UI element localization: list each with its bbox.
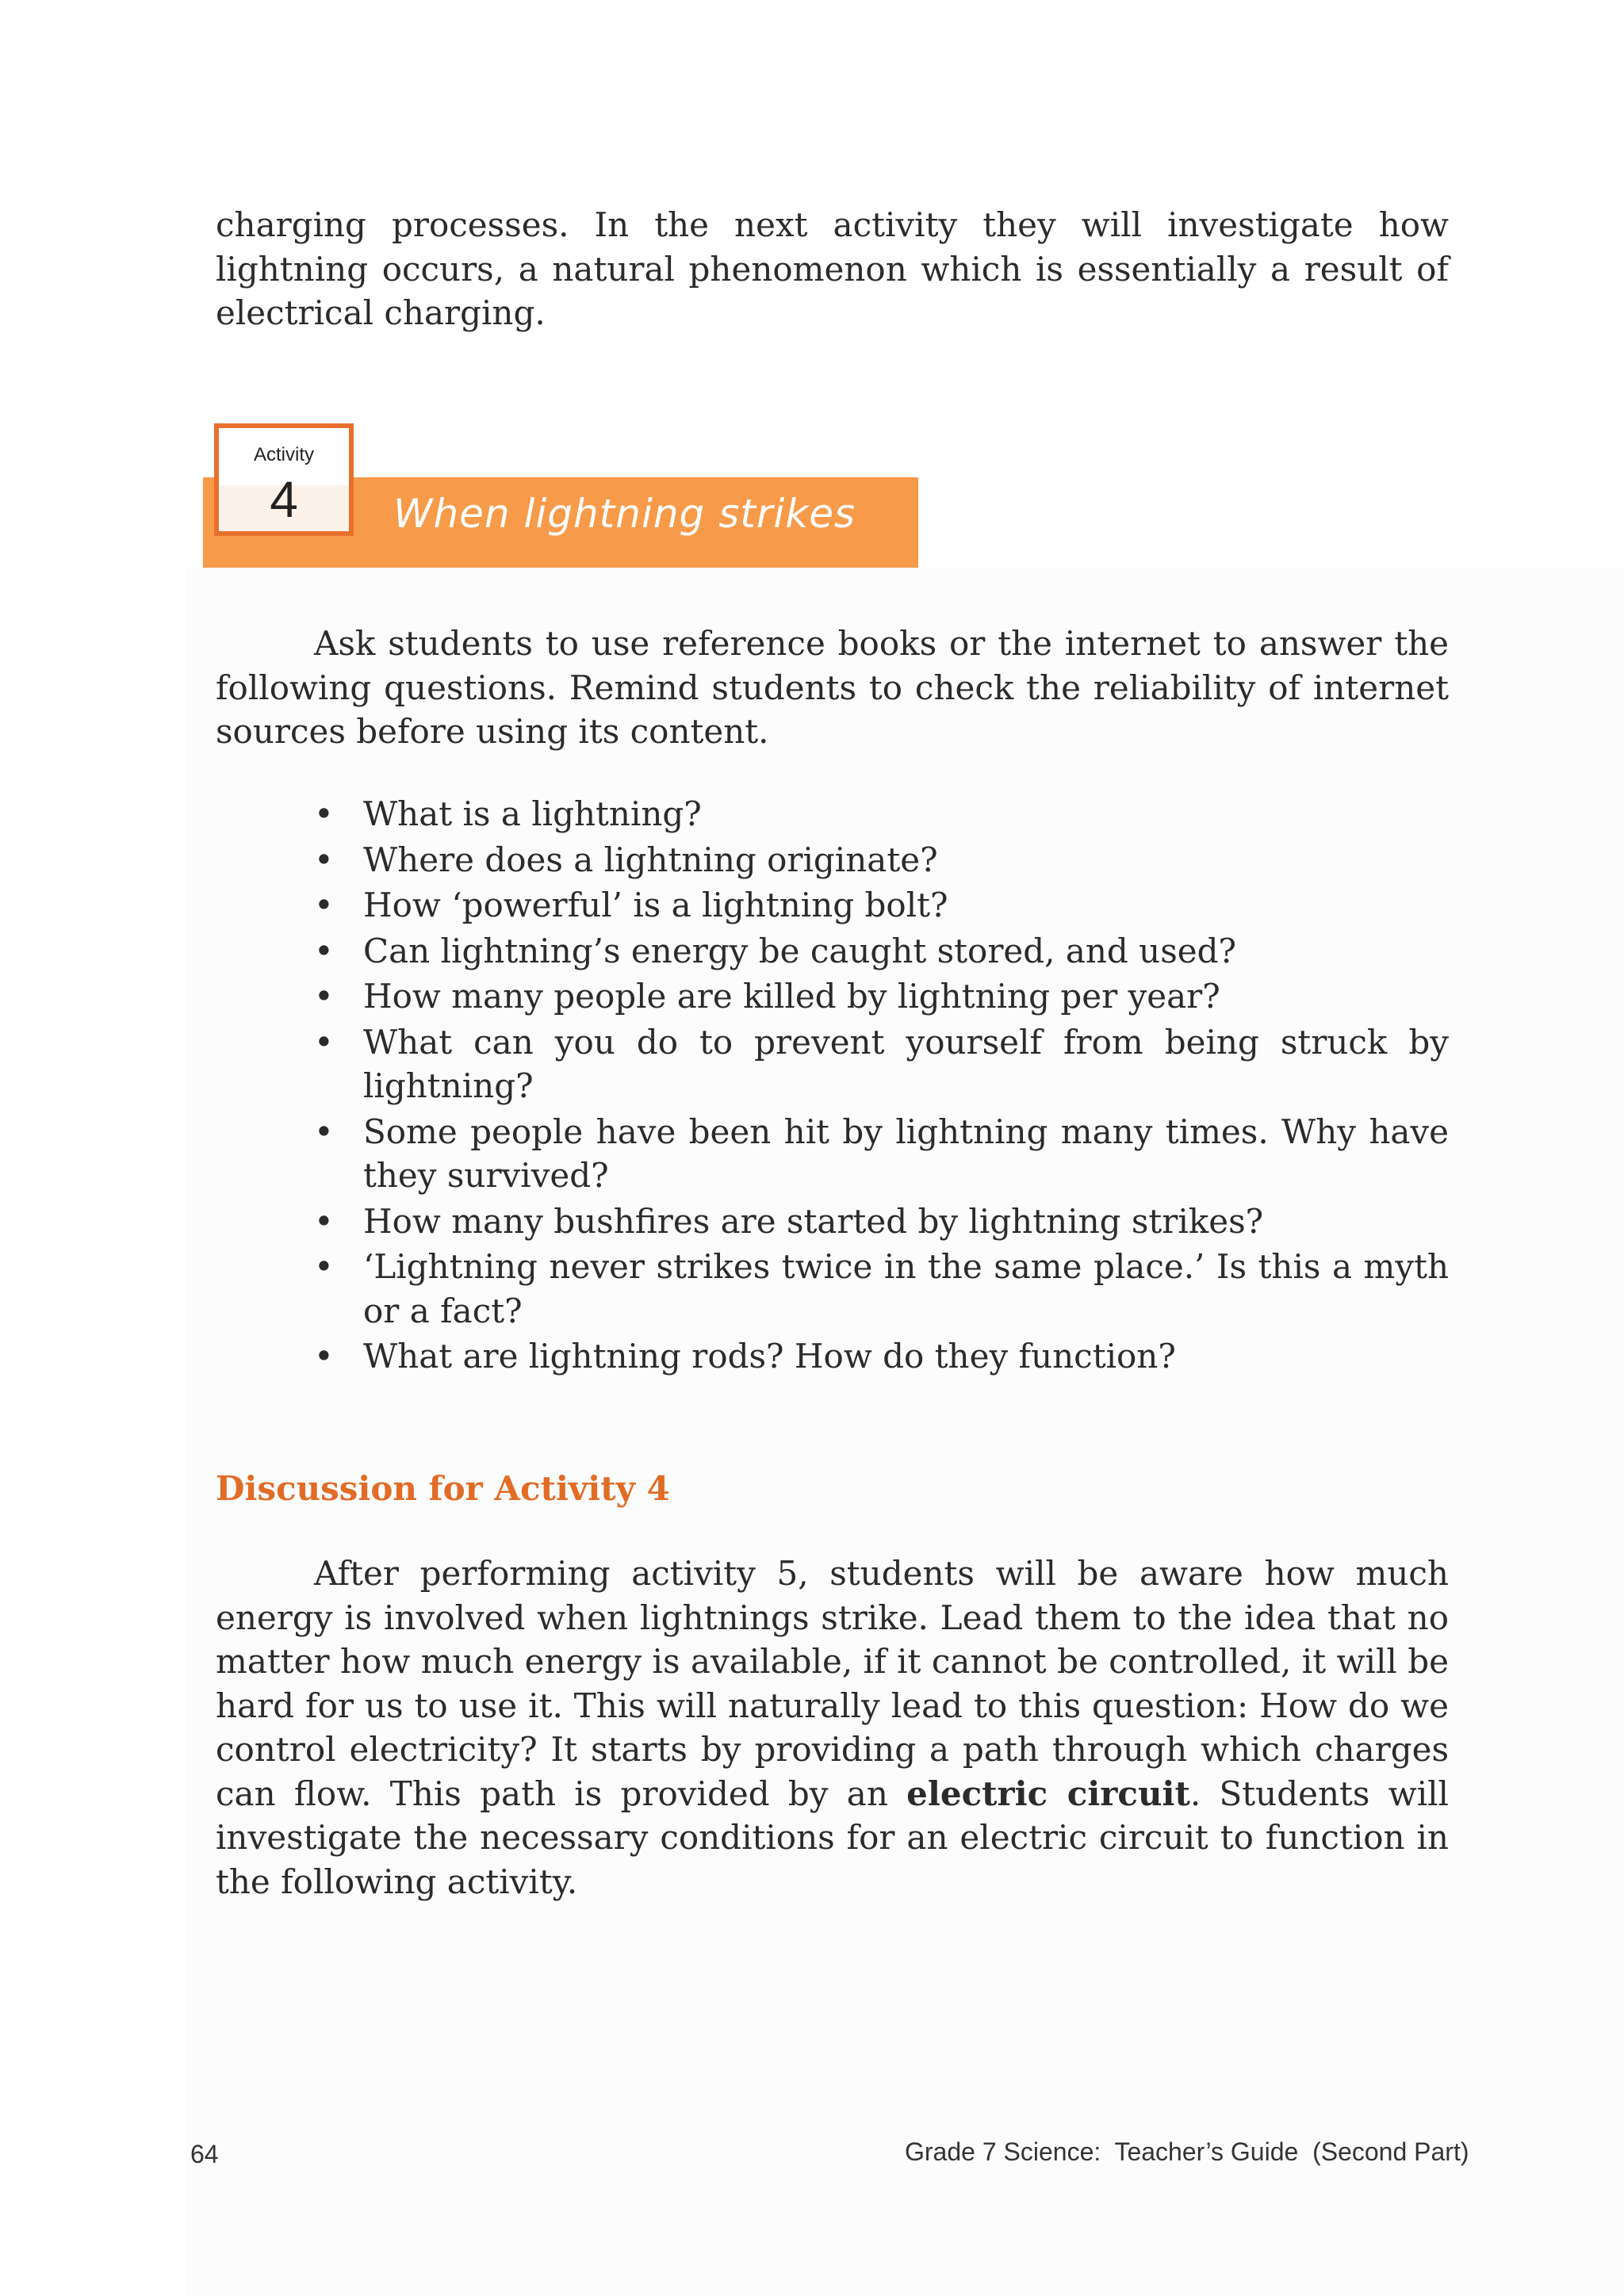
list-item (216, 883, 1449, 928)
list-item (216, 974, 1449, 1019)
bullet-icon: • (314, 931, 334, 970)
list-item (216, 1200, 1449, 1244)
question-text: What can you do to prevent yourself from being struck by lightning? (363, 1022, 1449, 1105)
discussion-paragraph (216, 1552, 1449, 1904)
bullet-icon: • (314, 886, 334, 924)
question-text: Where does a lightning originate? (363, 840, 938, 879)
question-text: Can lightning’s energy be caught stored, and used? (363, 931, 1237, 970)
intro-paragraph: charging processes. In the next activity they will investigate how lightning occurs, a natural phenomenon which is essentially a result of electrical charging. (216, 205, 1449, 332)
question-list (216, 792, 1449, 1380)
bullet-icon: • (314, 1201, 334, 1241)
book-title: Grade 7 Science: Teacher’s Guide (Second Part) (905, 2137, 1469, 2166)
list-item (216, 1110, 1449, 1198)
activity-badge (214, 423, 354, 536)
activity-title: When lightning strikes (393, 491, 856, 537)
list-item (216, 929, 1449, 974)
question-text: What is a lightning? (363, 794, 702, 833)
question-text: Some people have been hit by lightning many times. Why have they survived? (363, 1112, 1449, 1195)
list-item (216, 1334, 1449, 1379)
bullet-icon: • (314, 977, 334, 1016)
bullet-icon: • (314, 1022, 334, 1062)
list-item (216, 838, 1449, 882)
list-item (216, 1020, 1449, 1108)
list-item (216, 1245, 1449, 1333)
bullet-icon: • (314, 1337, 334, 1376)
electric-circuit-term: electric circuit (906, 1774, 1190, 1813)
bullet-icon: • (314, 794, 334, 833)
discussion-text-before: After performing activity 5, students will be aware how much energy is involved when lightnings strike. Lead them to the idea that no matter how much energy is available, if it cannot be controlled, it will be hard for us to use it. This will naturally lead to this question: How do we control electricity? It starts by providing a path through which charges can flow. This path is provided by an (216, 1554, 1449, 1813)
bullet-icon: • (314, 840, 334, 879)
discussion-heading: Discussion for Activity 4 (216, 1469, 670, 1508)
question-text: How many people are killed by lightning per year? (363, 977, 1220, 1016)
discussion-text-after: . Students will investigate the necessary conditions for an electric circuit to function in the following activity. (216, 1774, 1449, 1901)
activity-number: 4 (270, 471, 298, 528)
question-text: ‘Lightning never strikes twice in the same place.’ Is this a myth or a fact? (363, 1247, 1449, 1330)
bullet-icon: • (314, 1247, 334, 1286)
question-text: How many bushfires are started by lightning strikes? (363, 1201, 1264, 1241)
activity-label: Activity (253, 444, 314, 465)
question-text: What are lightning rods? How do they function? (363, 1337, 1176, 1376)
question-text: How ‘powerful’ is a lightning bolt? (363, 886, 948, 924)
instruction-paragraph: Ask students to use reference books or the internet to answer the following questions. Remind students to check the reliability of internet sources before using its content. (216, 624, 1449, 751)
list-item (216, 792, 1449, 836)
bullet-icon: • (314, 1112, 334, 1151)
page-number: 64 (190, 2140, 219, 2168)
